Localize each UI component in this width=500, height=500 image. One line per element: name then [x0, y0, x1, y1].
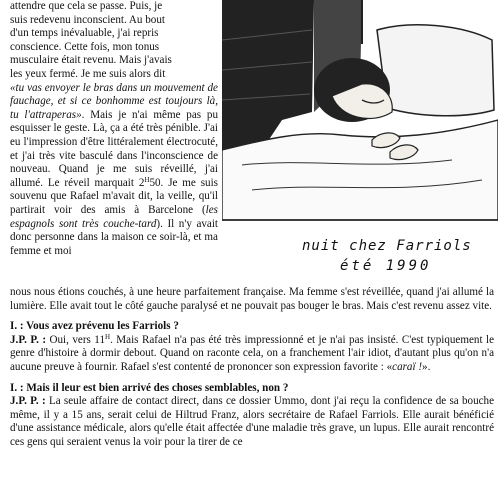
- line-1: attendre que cela se passe. Puis, je: [10, 0, 163, 12]
- italic-quote: «tu vas envoyer le bras dans un mouvement de fauchage, et si ce bonhomme est toujours là, tu l'attraperas»: [10, 81, 218, 121]
- time-continuation: 50. Je me suis souvenu que Rafael m'avait dit, la veille, qu'il partirait voir des amis à Barcelone (: [10, 176, 218, 216]
- question-2: I. : Mais il leur est bien arrivé des choses semblables, non ?: [10, 381, 289, 394]
- caption-line-2: été 1990: [340, 258, 432, 274]
- caption-line-1: nuit chez Farriols: [302, 238, 472, 254]
- line-5: musculaire était revenu. Mais j'avais: [10, 54, 172, 67]
- answer-1-italic: caraï !: [392, 360, 423, 373]
- paragraph-continuation: [10, 82, 218, 259]
- speaker-label-2: J.P. P. :: [10, 395, 46, 408]
- answer-2: [10, 395, 494, 449]
- bedroom-illustration: [222, 0, 498, 286]
- spanish-quote: les espagnols sont très couche-tard: [10, 203, 218, 230]
- answer-1-part-a: Oui, vers 11: [46, 333, 105, 346]
- narrow-text-column: [10, 0, 218, 258]
- continuation-paragraph: nous nous étions couchés, à une heure parfaitement française. Ma femme s'est réveillée, quand j'ai allumé la lumière. Elle avait tout le côté gauche paralysé et ne pouvait pas bouger le bras. Mais c'est revenu assez vite.: [10, 286, 494, 312]
- answer-1-superscript: H: [105, 332, 111, 341]
- line-2: suis redevenu inconscient. Au bout: [10, 13, 165, 26]
- question-1: I. : Vous avez prévenu les Farriols ?: [10, 320, 179, 333]
- after-quote-text: . Mais je n'ai même pas pu esquisser le geste. Là, ça a été très pénible. J'ai eu l'impression d'être littéralement électrocuté, et j'ai très vite basculé dans l'inconscience de nouveau. Quand je me suis réveillé, j'ai allumé. Le réveil marquait 2: [10, 108, 218, 189]
- answer-1-end: ».: [422, 360, 431, 373]
- answer-1-part-b: . Mais Rafael n'a pas été très impressionné et je n'ai pas insisté. C'est typiquement le genre d'histoire à dormir debout. Quand on raconte cela, on a franchement l'air idiot, d'autant plus qu'on n'a aucune preuve à fournir. Rafael s'est contenté de prononcer son expression favorite : «: [10, 333, 494, 373]
- answer-2-text: La seule affaire de contact direct, dans ce dossier Ummo, dont j'ai reçu la confidence de sa bouche même, il y a 15 ans, serait celui de Hiltrud Franz, alors secrétaire de Rafael Farriols. Elle aurait bénéficié d'une assistance médicale, alors qu'elle était affectée d'une maladie très grave, un lupus. Elle aurait rencontré ces gens qui seraient venus la voir pour la tirer de ce: [10, 395, 495, 448]
- full-width-text: [10, 286, 494, 450]
- line-6: les yeux fermé. Je me suis alors dit: [10, 67, 166, 80]
- line-4: conscience. Cette fois, mon tonus: [10, 40, 160, 53]
- time-superscript: H: [144, 175, 150, 184]
- line-3: d'un temps inévaluable, j'ai repris: [10, 27, 159, 40]
- answer-1: [10, 334, 494, 375]
- after-spanish-text: ). Il n'y avait donc personne dans la maison ce soir-là, et ma femme et moi: [10, 217, 218, 257]
- speaker-label-1: J.P. P. :: [10, 333, 47, 346]
